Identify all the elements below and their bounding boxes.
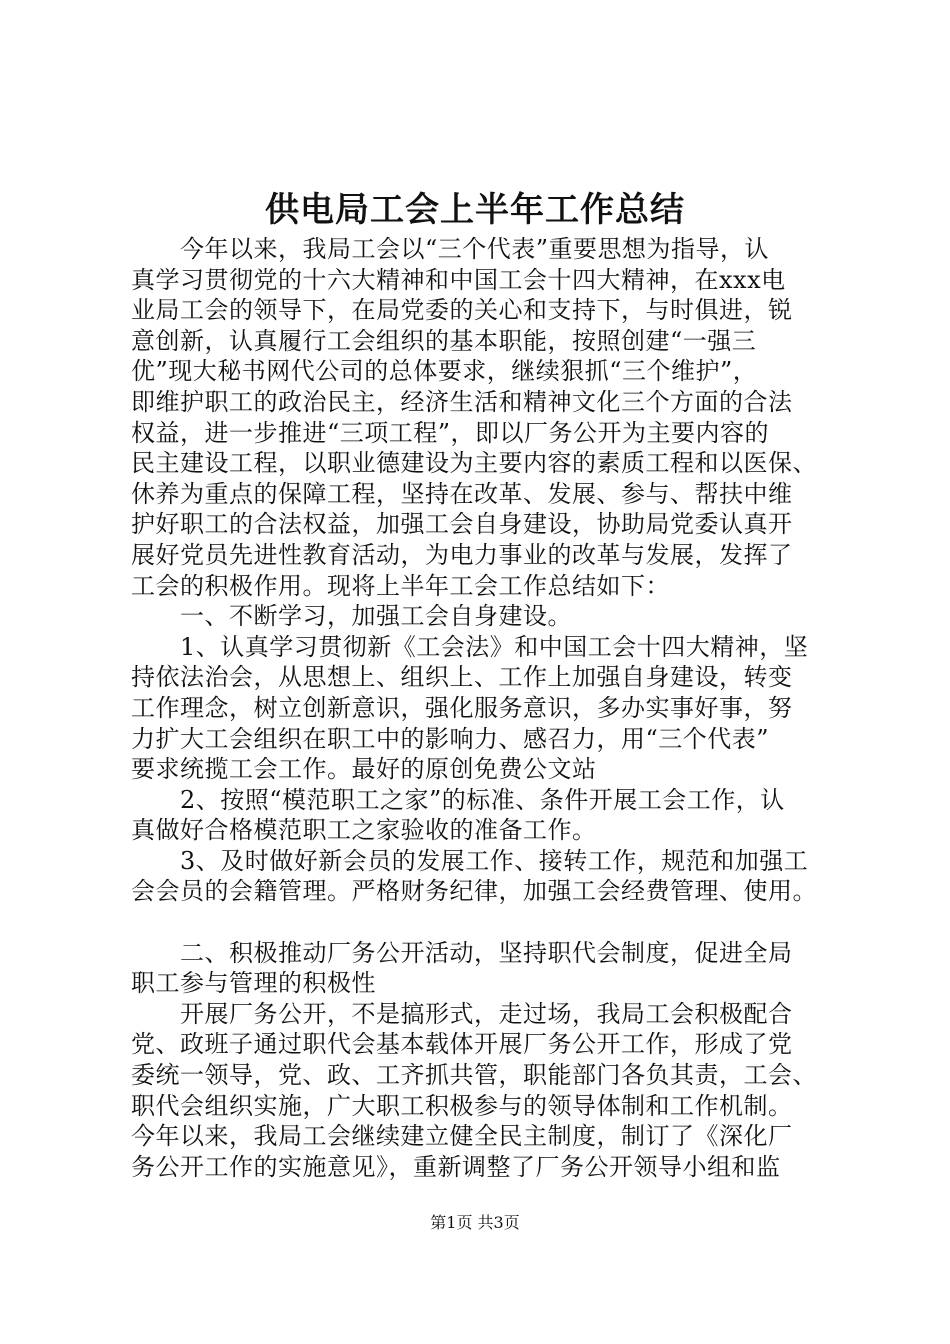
paragraph-line: 3、及时做好新会员的发展工作、接转工作，规范和加强工 (131, 846, 809, 875)
paragraph-line: 护好职工的合法权益，加强工会自身建设，协助局党委认真开 (131, 510, 793, 539)
paragraph-line: 即维护职工的政治民主，经济生活和精神文化三个方面的合法 (131, 387, 793, 416)
document-title: 供电局工会上半年工作总结 (265, 190, 685, 230)
paragraph-line: 优”现大秘书网代公司的总体要求，继续狠抓“三个维护”， (131, 357, 758, 386)
paragraph-line: 工会的积极作用。现将上半年工会工作总结如下： (131, 571, 670, 600)
paragraph-line: 业局工会的领导下，在局党委的关心和支持下，与时俱进，锐 (131, 296, 793, 325)
paragraph-line: 真做好合格模范职工之家验收的准备工作。 (131, 816, 597, 845)
paragraph-line: 委统一领导，党、政、工齐抓共管，职能部门各负其责，工会、 (131, 1061, 817, 1090)
paragraph-line: 开展厂务公开，不是搞形式，走过场，我局工会积极配合 (131, 999, 793, 1028)
paragraph-line: 今年以来，我局工会继续建立健全民主制度，制订了《深化厂 (131, 1122, 793, 1151)
paragraph-line: 1、认真学习贯彻新《工会法》和中国工会十四大精神，坚 (131, 632, 809, 661)
paragraph-line: 职代会组织实施，广大职工积极参与的领导体制和工作机制。 (131, 1091, 793, 1120)
document-body (131, 234, 856, 1182)
paragraph-line: 民主建设工程，以职业德建设为主要内容的素质工程和以医保、 (131, 449, 817, 478)
blank-line (131, 907, 856, 938)
paragraph-line: 要求统揽工会工作。最好的原创免费公文站 (131, 755, 597, 784)
paragraph-line: 真学习贯彻党的十六大精神和中国工会十四大精神，在xxx电 (131, 265, 786, 294)
paragraph-line: 务公开工作的实施意见》，重新调整了厂务公开领导小组和监 (131, 1152, 781, 1181)
paragraph-line: 工作理念，树立创新意识，强化服务意识，多办实事好事，努 (131, 693, 793, 722)
paragraph-line: 会会员的会籍管理。严格财务纪律，加强工会经费管理、使用。 (131, 877, 817, 906)
paragraph-line: 党、政班子通过职代会基本载体开展厂务公开工作，形成了党 (131, 1030, 793, 1059)
paragraph-line: 力扩大工会组织在职工中的影响力、感召力，用“三个代表” (131, 724, 770, 753)
paragraph-line: 一、不断学习，加强工会自身建设。 (131, 602, 572, 631)
paragraph-line: 持依法治会，从思想上、组织上、工作上加强自身建设，转变 (131, 663, 793, 692)
paragraph-line: 今年以来，我局工会以“三个代表”重要思想为指导，认 (131, 235, 770, 263)
paragraph-line: 职工参与管理的积极性 (131, 969, 376, 998)
paragraph-line: 意创新，认真履行工会组织的基本职能，按照创建“一强三 (131, 326, 757, 355)
page-footer: 第1页 共3页 (430, 1213, 520, 1232)
paragraph-line: 权益，进一步推进“三项工程”，即以厂务公开为主要内容的 (131, 418, 770, 447)
paragraph-line: 展好党员先进性教育活动，为电力事业的改革与发展，发挥了 (131, 540, 793, 569)
paragraph-line: 二、积极推动厂务公开活动，坚持职代会制度，促进全局 (131, 938, 793, 967)
paragraph-line: 2、按照“模范职工之家”的标准、条件开展工会工作，认 (131, 785, 785, 814)
paragraph-line: 休养为重点的保障工程，坚持在改革、发展、参与、帮扶中维 (131, 479, 793, 508)
